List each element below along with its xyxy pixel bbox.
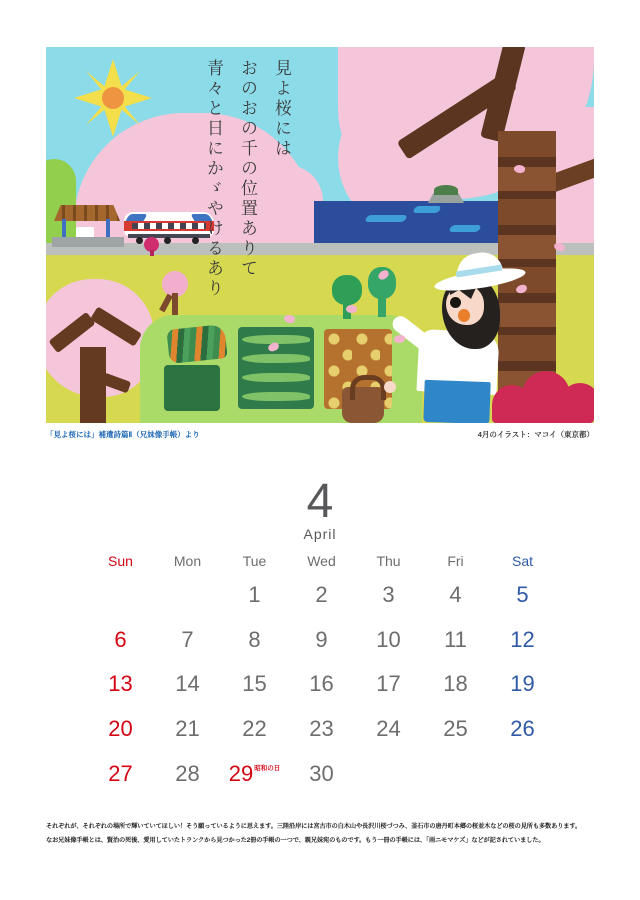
date-9 — [288, 618, 355, 663]
crimson-bush — [560, 383, 594, 423]
date-number: 24 — [376, 716, 401, 742]
date-21 — [154, 707, 221, 752]
date-4 — [422, 573, 489, 618]
date-number: 6 — [114, 626, 127, 652]
day-header-sat: Sat — [511, 553, 533, 569]
date-number: 22 — [242, 716, 267, 742]
poem — [196, 59, 298, 349]
left-tree-trunk — [80, 347, 106, 423]
date-number: 1 — [248, 582, 261, 608]
date-27 — [87, 751, 154, 796]
girl-mouth — [458, 309, 470, 322]
poem-line: 見よ桜には — [272, 59, 291, 159]
wave — [448, 225, 481, 232]
date-number: 11 — [444, 626, 467, 652]
girl-eye — [450, 297, 461, 308]
date-25 — [422, 707, 489, 752]
day-header-tue: Tue — [242, 553, 267, 569]
date-number: 16 — [309, 671, 334, 697]
dates-grid — [87, 573, 556, 796]
garden-row — [242, 354, 310, 363]
date-1 — [221, 573, 288, 618]
date-number: 9 — [315, 626, 328, 652]
date-15 — [221, 662, 288, 707]
date-number: 23 — [309, 716, 334, 742]
date-number: 3 — [382, 582, 395, 608]
train-wheel — [136, 237, 143, 244]
illustrator-credit-caption: 4月のイラスト：マコイ（東京都） — [477, 430, 594, 439]
date-empty — [355, 751, 422, 796]
date-number: 7 — [181, 626, 194, 652]
date-17 — [355, 662, 422, 707]
day-header-mon: Mon — [173, 553, 202, 569]
basket-handle — [350, 375, 386, 400]
holiday-label: 昭和の日 — [254, 765, 281, 773]
month-number: 4 — [306, 475, 334, 528]
date-number: 27 — [108, 760, 133, 786]
month-name: April — [303, 526, 337, 542]
date-29 — [221, 751, 288, 796]
date-7 — [154, 618, 221, 663]
date-18 — [422, 662, 489, 707]
girl-hand — [384, 381, 396, 393]
date-number: 30 — [309, 760, 334, 786]
date-number: 8 — [248, 626, 261, 652]
garden-row — [242, 373, 310, 382]
date-number: 21 — [175, 716, 200, 742]
date-12 — [489, 618, 556, 663]
station-platform — [52, 237, 124, 247]
garden-row — [242, 392, 310, 401]
april-collage-illustration — [46, 47, 594, 423]
wave — [412, 206, 441, 213]
date-23 — [288, 707, 355, 752]
sun-core — [102, 87, 124, 109]
date-2 — [288, 573, 355, 618]
date-24 — [355, 707, 422, 752]
date-empty — [87, 573, 154, 618]
date-number: 14 — [175, 671, 200, 697]
day-header-sun: Sun — [108, 553, 133, 569]
date-30 — [288, 751, 355, 796]
date-3 — [355, 573, 422, 618]
green-bush — [46, 159, 76, 245]
date-number: 12 — [510, 626, 535, 652]
date-5 — [489, 573, 556, 618]
girl-skirt — [423, 380, 490, 423]
date-16 — [288, 662, 355, 707]
day-header-wed: Wed — [307, 553, 336, 569]
date-number: 2 — [315, 582, 328, 608]
date-number: 29 — [228, 760, 254, 786]
date-number: 19 — [510, 671, 535, 697]
date-22 — [221, 707, 288, 752]
date-number: 20 — [108, 716, 133, 742]
day-header-thu: Thu — [376, 553, 401, 569]
footer-line-2: なお兄妹像手帳とは、賢治の死後、愛用していたトランクから見つかった2冊の手帳の一つで、親兄妹宛のものです。もう一冊の手帳には、「雨ニモマケズ」などが記されていました。 — [46, 837, 545, 844]
date-number: 5 — [516, 582, 529, 608]
date-empty — [489, 751, 556, 796]
date-6 — [87, 618, 154, 663]
date-number: 13 — [108, 671, 133, 697]
date-19 — [489, 662, 556, 707]
date-14 — [154, 662, 221, 707]
magenta-mini-tree-stem — [150, 250, 154, 256]
date-26 — [489, 707, 556, 752]
green-tree — [332, 275, 362, 305]
date-empty — [154, 573, 221, 618]
wave — [364, 215, 407, 222]
date-number: 17 — [376, 671, 401, 697]
poem-line: 青々と日にかゞやけるあり — [204, 59, 223, 299]
day-header-row — [87, 553, 556, 571]
date-10 — [355, 618, 422, 663]
footer-note — [46, 820, 594, 848]
train-windows — [132, 223, 206, 229]
poem-source-caption: 「見よ桜には」補遺詩篇Ⅱ（兄妹像手帳）より — [46, 430, 200, 439]
garden-plot-dark — [164, 365, 220, 411]
date-number: 26 — [510, 716, 535, 742]
date-number: 4 — [449, 582, 462, 608]
date-number: 15 — [242, 671, 267, 697]
day-header-fri: Fri — [447, 553, 464, 569]
date-13 — [87, 662, 154, 707]
date-empty — [422, 751, 489, 796]
date-number: 28 — [175, 760, 200, 786]
island-trees — [434, 185, 458, 195]
date-number: 18 — [443, 671, 468, 697]
date-28 — [154, 751, 221, 796]
date-11 — [422, 618, 489, 663]
footer-line-1: それぞれが、それぞれの場所で輝いていてほしい！そう願っているように思えます。三陸沿岸には宮古市の白木山や長沢川桜づつみ、釜石市の唐丹町本郷の桜並木などの桜の見所も多数あります。 — [46, 823, 582, 830]
train-wheel — [164, 237, 171, 244]
date-8 — [221, 618, 288, 663]
date-number: 10 — [376, 626, 401, 652]
date-20 — [87, 707, 154, 752]
poem-line: おのおの千の位置ありて — [238, 59, 257, 279]
date-number: 25 — [443, 716, 468, 742]
